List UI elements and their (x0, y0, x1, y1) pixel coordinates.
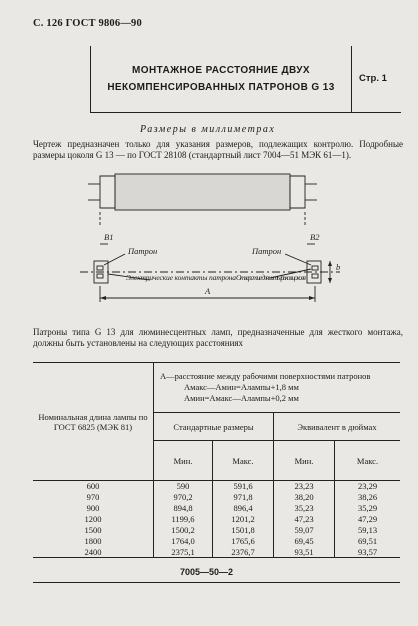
title-divider (351, 46, 352, 112)
table-cell: 35,29 (357, 503, 378, 513)
table-row (33, 536, 400, 547)
table-cell: 59,13 (357, 525, 378, 535)
table-cell: 894,8 (154, 503, 213, 514)
table-cell: 35,23 (274, 503, 335, 514)
lamp-cap-left (100, 176, 115, 208)
footer-rule (33, 582, 400, 583)
table-cell: 1501,8 (213, 525, 274, 536)
document-title-line2: НЕКОМПЕНСИРОВАННЫХ ПАТРОНОВ G 13 (107, 82, 335, 93)
table-cell: 1500 (33, 525, 154, 536)
table-row (33, 514, 400, 525)
table-cell: 970 (33, 492, 154, 503)
intro-paragraph: Чертеж предназначен только для указания размеров, подлежащих контролю. Подробные размеры цоколя G 13 — по ГОСТ 28108 (стандартный лист 7004—51 МЭК 61—1). (33, 139, 403, 160)
table-cell: 590 (154, 481, 213, 492)
table-cell: 38,20 (274, 492, 335, 503)
label-patron-left: Патрон (128, 246, 158, 256)
mounting-distance-table (33, 362, 400, 558)
table-cell: 93,57 (335, 547, 401, 558)
table-cell: 970,2 (154, 492, 213, 503)
table-row (33, 481, 400, 492)
a-header-line1: А—расстояние между рабочими поверхностями патронов (160, 371, 371, 381)
title-box (90, 46, 401, 113)
table-cell: 591,6 (213, 481, 274, 492)
table-cell: 38,26 (357, 492, 378, 502)
table-row (33, 503, 400, 514)
footer-code: 7005—50—2 (180, 567, 234, 577)
std-min-header: Мин. (154, 441, 213, 481)
std-max-header: Макс. (213, 441, 274, 481)
table-cell: 2376,7 (213, 547, 274, 558)
table-cell: 971,8 (213, 492, 274, 503)
table-cell: 1800 (33, 536, 154, 547)
table-cell: 47,23 (274, 514, 335, 525)
dimension-b: b (336, 262, 341, 272)
std-sizes-header: Стандартные размеры (154, 413, 274, 441)
table-cell: 23,23 (274, 481, 335, 492)
table-cell: 1500,2 (154, 525, 213, 536)
table-cell: 69,51 (357, 536, 378, 546)
page-number: Стр. 1 (359, 73, 387, 84)
table-cell: 2400 (33, 547, 154, 558)
table-cell: 93,51 (274, 547, 335, 558)
lamp-mounting-drawing (60, 166, 360, 326)
a-header-line3: Амин=Амакс—Алампы+0,2 мм (184, 393, 299, 403)
section-subtitle: Размеры в миллиметрах (140, 124, 276, 135)
dimension-a: А (205, 286, 211, 296)
table-cell: 600 (33, 481, 154, 492)
table-cell: 47,29 (357, 514, 378, 524)
table-row (33, 525, 400, 536)
label-patron-right: Патрон (252, 246, 282, 256)
dimension-b2: В2 (310, 232, 320, 242)
table-cell: 1200 (33, 514, 154, 525)
table-cell: 900 (33, 503, 154, 514)
inch-max-header: Макс. (335, 441, 401, 481)
document-title-line1: МОНТАЖНОЕ РАССТОЯНИЕ ДВУХ (132, 65, 310, 76)
page-header: С. 126 ГОСТ 9806—90 (33, 18, 142, 29)
inch-equivalent-header: Эквивалент в дюймах (274, 413, 401, 441)
col-a-header (154, 363, 401, 413)
lamp-tube (115, 174, 290, 210)
dimension-b1: В1 (104, 232, 114, 242)
table-cell: 59,07 (274, 525, 335, 536)
col-lamp-length-header: Номинальная длина лампы по ГОСТ 6825 (МЭК 81) (33, 363, 154, 481)
table-cell: 896,4 (213, 503, 274, 514)
table-cell: 1765,6 (213, 536, 274, 547)
mounting-paragraph: Патроны типа G 13 для люминесцентных ламп, предназначенные для жесткого монтажа, должны быть установлены на следующих расстояниях (33, 327, 403, 348)
table-cell: 1764,0 (154, 536, 213, 547)
table-cell: 1199,6 (154, 514, 213, 525)
table-cell: 2375,1 (154, 547, 213, 558)
table-row (33, 547, 400, 558)
table-cell: 23,29 (357, 481, 378, 492)
a-header-line2: Амакс—Амин=Алампы+1,8 мм (184, 382, 299, 392)
table-cell: 69,45 (274, 536, 335, 547)
inch-min-header: Мин. (274, 441, 335, 481)
label-slot: Отверстие для штырьков цоколя (236, 273, 306, 282)
table-row (33, 492, 400, 503)
lamp-cap-right (290, 176, 305, 208)
table-cell: 1201,2 (213, 514, 274, 525)
label-contacts: Электрические контакты патрона (126, 273, 236, 282)
table-body (33, 481, 400, 558)
